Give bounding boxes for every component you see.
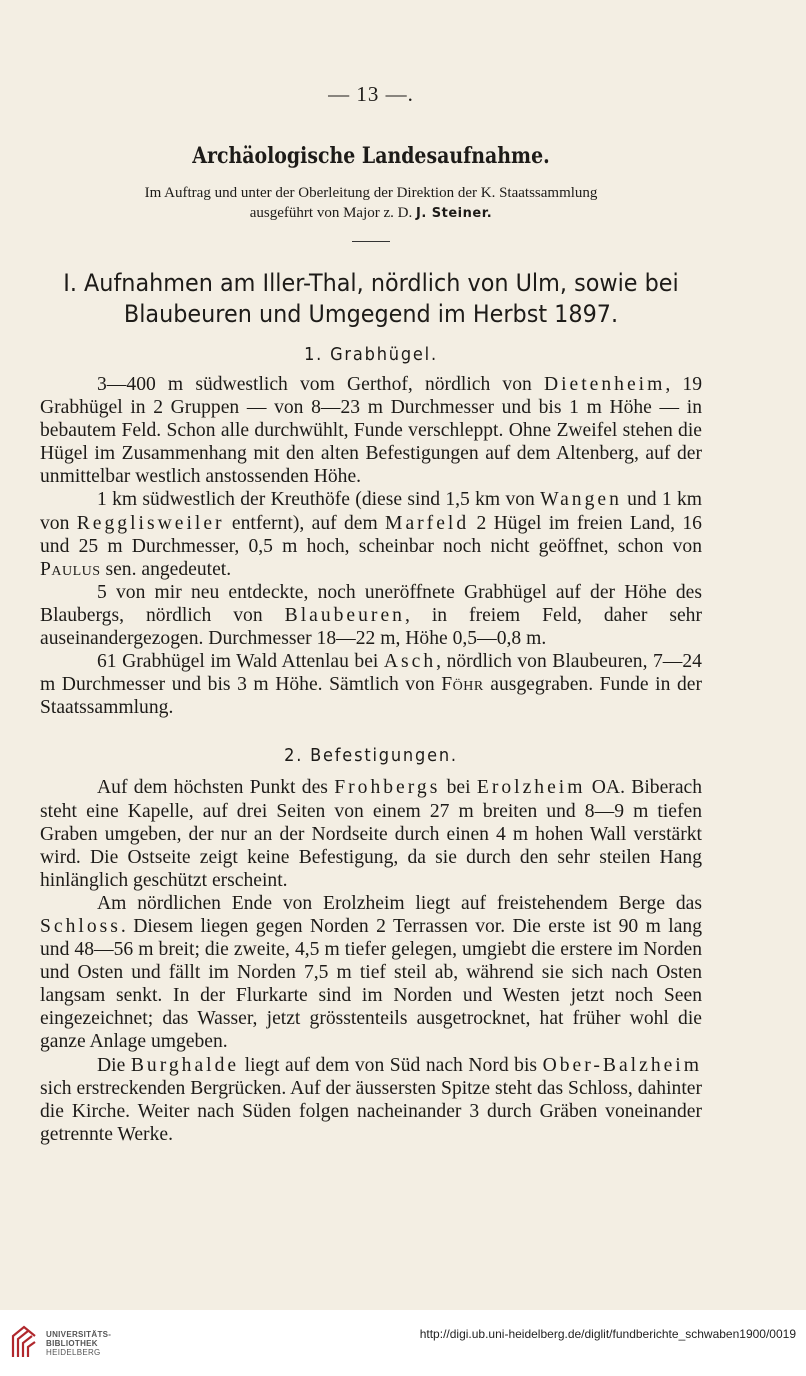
paragraph: 3—400 m südwestlich vom Gerthof, nördlich von Dietenheim, 19 Grabhügel in 2 Gruppen — von 8—23 m Durchmesser und bis 1 m Höhe — in bebautem Feld. Schon alle durchwühlt, Funde verschleppt. Ohne Zweifel stehen die Hügel im Zusammenhang mit den alten Befestigungen auf dem Altenberg, auf der unmittelbar westlich anstossenden Höhe.: [40, 374, 703, 488]
paragraph: 1 km südwestlich der Kreuthöfe (diese sind 1,5 km von Wangen und 1 km von Regglisweiler entfernt), auf dem Marfeld 2 Hügel im freien Land, 16 und 25 m Durchmesser, 0,5 m hoch, scheinbar noch nicht geöffnet, schon von Paulus sen. angedeutet.: [40, 489, 702, 580]
library-logo-icon: [10, 1324, 38, 1360]
library-name: UNIVERSITÄTS- BIBLIOTHEK HEIDELBERG: [46, 1330, 112, 1357]
intro-text: [40, 183, 702, 224]
intro-line-1: Im Auftrag und unter der Oberleitung der Direktion der K. Staatssammlung: [144, 185, 598, 201]
section-heading-befestigungen: 2. Befestigungen.: [284, 745, 458, 767]
chapter-heading-line-1: I. Aufnahmen am Iller-Thal, nördlich von Ulm, sowie bei: [63, 269, 679, 297]
page-content: [40, 82, 702, 1146]
permalink-url[interactable]: http://digi.ub.uni-heidelberg.de/diglit/fundberichte_schwaben1900/0019: [419, 1327, 796, 1341]
paragraph: Die Burghalde liegt auf dem von Süd nach Nord bis Ober-Balzheim sich erstreckenden Bergrücken. Auf der äussersten Spitze steht das Schloss, dahinter die Kirche. Weiter nach Süden folgen nacheinander 3 durch Gräben voneinander getrennte Werke.: [40, 1054, 702, 1145]
paragraph: 61 Grabhügel im Wald Attenlau bei Asch, nördlich von Blaubeuren, 7—24 m Durchmesser und bis 3 m Höhe. Sämtlich von Föhr ausgegraben. Funde in der Staatssammlung.: [40, 651, 702, 719]
chapter-heading-line-2: Blaubeuren und Umgegend im Herbst 1897.: [123, 300, 619, 328]
paragraph: Am nördlichen Ende von Erolzheim liegt auf freistehendem Berge das Schloss. Diesem liegen gegen Norden 2 Terrassen vor. Die erste ist 90 m lang und 48—56 m breit; die zweite, 4,5 m tiefer gelegen, umgiebt die erstere im Norden und Osten und fällt im Norden 7,5 m tief steil ab, während sie sich nach Osten langsam senkt. In der Flurkarte sind im Norden und Westen jetzt noch Seen eingezeichnet; das Wasser, jetzt grösstenteils ausgetrocknet, hat früher wohl die ganze Anlage umgeben.: [40, 892, 702, 1053]
author-name: J. Steiner.: [415, 206, 493, 221]
page-number: — 13 —.: [328, 82, 414, 106]
divider-rule: [352, 241, 390, 242]
intro-line-2-text: ausgeführt von Major z. D.: [249, 205, 413, 221]
paragraph: Auf dem höchsten Punkt des Frohbergs bei Erolzheim OA. Biberach steht eine Kapelle, auf drei Seiten von einem 27 m breiten und 8—9 m tiefen Graben umgeben, der nur an der Nordseite durch einen 4 m hohen Wall verstärkt wird. Die Ostseite zeigt keine Befestigung, da sie durch den sehr steilen Hang hinlänglich geschützt erscheint.: [40, 777, 703, 891]
document-title: Archäologische Landesaufnahme.: [192, 143, 550, 169]
paragraph: 5 von mir neu entdeckte, noch uneröffnete Grabhügel auf der Höhe des Blaubergs, nördlich von Blaubeuren, in freiem Feld, daher sehr auseinandergezogen. Durchmesser 18—22 m, Höhe 0,5—0,8 m.: [40, 581, 703, 650]
library-footer: [0, 1310, 806, 1376]
intro-line-2: [40, 203, 702, 224]
chapter-heading: [63, 268, 679, 330]
section-heading-grabhuegel: 1. Grabhügel.: [304, 344, 438, 365]
